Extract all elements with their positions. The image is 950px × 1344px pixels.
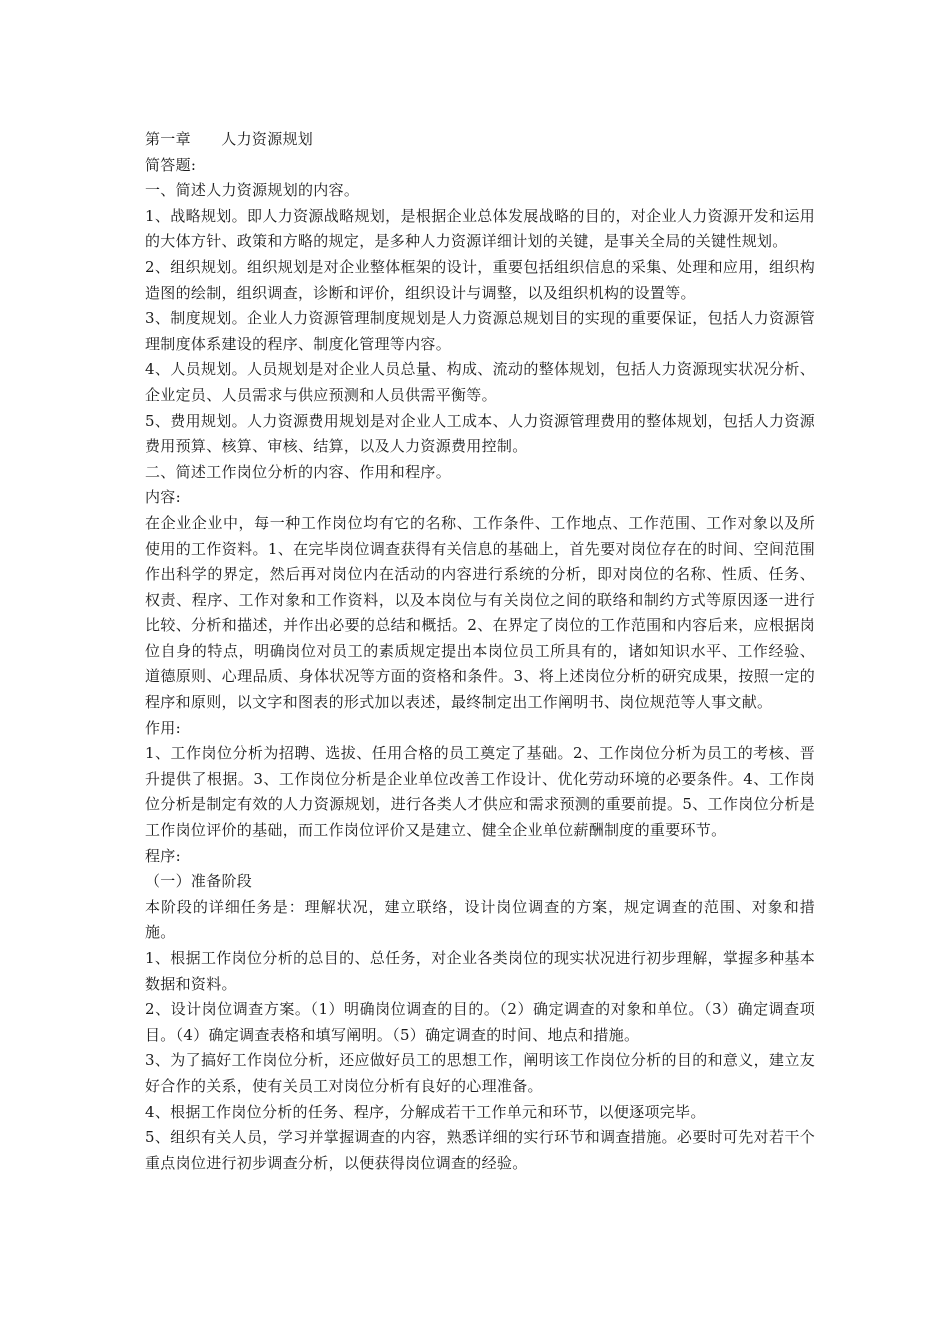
stage-1-item: 1、根据工作岗位分析的总目的、总任务，对企业各类岗位的现实状况进行初步理解，掌握多种基本数据和资料。: [145, 949, 815, 993]
question-2-heading: 二、简述工作岗位分析的内容、作用和程序。: [145, 462, 452, 481]
q1-item-cost: 5、费用规划。人力资源费用规划是对企业人工成本、人力资源管理费用的整体规划，包括人力资源费用预算、核算、审核、结算，以及人力资源费用控制。: [145, 411, 815, 456]
content-label: 内容:: [145, 488, 181, 507]
question-1-heading: 一、简述人力资源规划的内容。: [145, 181, 360, 200]
stage-1-intro: 本阶段的详细任务是：理解状况，建立联络，设计岗位调查的方案，规定调查的范围、对象和措施。: [145, 897, 815, 942]
procedure-label: 程序:: [145, 846, 181, 865]
chapter-title: 第一章 人力资源规划: [145, 130, 314, 148]
stage-1-item: 4、根据工作岗位分析的任务、程序，分解成若干工作单元和环节，以便逐项完毕。: [145, 1102, 706, 1121]
q1-item-strategy: 1、战略规划。即人力资源战略规划，是根据企业总体发展战略的目的，对企业人力资源开发和运用的大体方针、政策和方略的规定，是多种人力资源详细计划的关键，是事关全局的关键性规划。: [145, 206, 815, 251]
section-label: 简答题:: [145, 155, 197, 174]
document-page: [145, 127, 815, 1176]
q1-item-organization: 2、组织规划。组织规划是对企业整体框架的设计，重要包括组织信息的采集、处理和应用，组织构造图的绘制，组织调查，诊断和评价，组织设计与调整，以及组织机构的设置等。: [145, 257, 815, 302]
stage-1-item: 3、为了搞好工作岗位分析，还应做好员工的思想工作，阐明该工作岗位分析的目的和意义，建立友好合作的关系，使有关员工对岗位分析有良好的心理准备。: [145, 1051, 815, 1095]
q1-item-system: 3、制度规划。企业人力资源管理制度规划是人力资源总规划目的实现的重要保证，包括人力资源管理制度体系建设的程序、制度化管理等内容。: [145, 309, 815, 353]
content-paragraph: 在企业企业中，每一种工作岗位均有它的名称、工作条件、工作地点、工作范围、工作对象以及所使用的工作资料。1、在完毕岗位调查获得有关信息的基础上，首先要对岗位存在的时间、空间范围作出科学的界定，然后再对岗位内在活动的内容进行系统的分析，即对岗位的名称、性质、任务、权责、程序、工作对象和工作资料，以及本岗位与有关岗位之间的联络和制约方式等原因逐一进行比较、分析和描述，并作出必要的总结和概括。2、在界定了岗位的工作范围和内容后来，应根据岗位自身的特点，明确岗位对员工的素质规定提出本岗位员工所具有的，诸如知识水平、工作经验、道德原则、心理品质、身体状况等方面的资格和条件。3、将上述岗位分析的研究成果，按照一定的程序和原则，以文字和图表的形式加以表述，最终制定出工作阐明书、岗位规范等人事文献。: [145, 513, 815, 712]
role-label: 作用:: [145, 718, 181, 737]
stage-1-item: 5、组织有关人员，学习并掌握调查的内容，熟悉详细的实行环节和调查措施。必要时可先对若干个重点岗位进行初步调查分析，以便获得岗位调查的经验。: [145, 1128, 815, 1172]
stage-1-item: 2、设计岗位调查方案。（1）明确岗位调查的目的。（2）确定调查的对象和单位。（3）确定调查项目。（4）确定调查表格和填写阐明。（5）确定调查的时间、地点和措施。: [145, 1000, 815, 1044]
role-paragraph: 1、工作岗位分析为招聘、选拔、任用合格的员工奠定了基础。2、工作岗位分析为员工的考核、晋升提供了根据。3、工作岗位分析是企业单位改善工作设计、优化劳动环境的必要条件。4、工作岗位分析是制定有效的人力资源规划，进行各类人才供应和需求预测的重要前提。5、工作岗位分析是工作岗位评价的基础，而工作岗位评价又是建立、健全企业单位薪酬制度的重要环节。: [145, 744, 815, 840]
q1-item-personnel: 4、人员规划。人员规划是对企业人员总量、构成、流动的整体规划，包括人力资源现实状况分析、企业定员、人员需求与供应预测和人员供需平衡等。: [145, 360, 815, 404]
stage-1-label: （一）准备阶段: [145, 872, 253, 891]
